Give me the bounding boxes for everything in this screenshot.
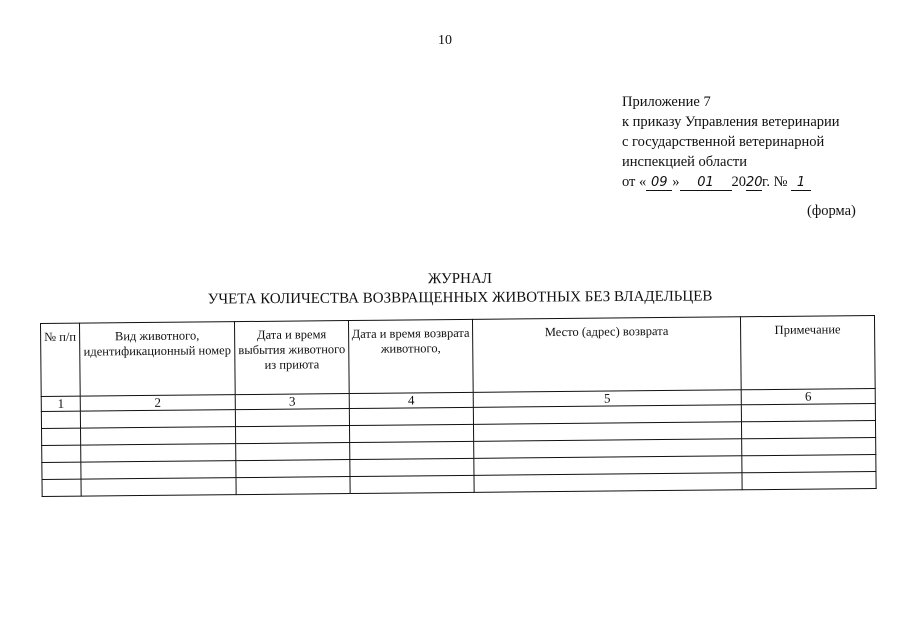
table-cell[interactable]	[350, 458, 474, 476]
table-cell[interactable]	[742, 471, 876, 489]
column-number: 5	[473, 390, 741, 408]
table-cell[interactable]	[81, 427, 236, 445]
table-cell[interactable]	[741, 420, 875, 438]
date-prefix: от «	[622, 174, 647, 190]
date-year: 20	[746, 175, 763, 190]
appendix-date-line	[622, 172, 840, 192]
table-cell[interactable]	[350, 441, 474, 459]
column-number: 2	[80, 395, 235, 411]
column-number: 3	[235, 394, 349, 410]
table-cell[interactable]	[236, 443, 350, 461]
table-cell[interactable]	[742, 454, 876, 472]
table-cell[interactable]	[349, 424, 473, 442]
header-departure-datetime: Дата и время выбытия животного из приюта	[234, 321, 349, 395]
table-cell[interactable]	[42, 462, 81, 479]
table-cell[interactable]	[81, 478, 236, 496]
table-cell[interactable]	[349, 407, 473, 425]
date-month: 01	[680, 176, 732, 191]
table-cell[interactable]	[41, 411, 80, 428]
title-line-1: ЖУРНАЛ	[427, 270, 493, 288]
journal-title	[120, 268, 800, 310]
date-suffix: г. №	[762, 174, 788, 190]
table-cell[interactable]	[350, 475, 474, 493]
date-year-prefix: 20	[731, 174, 747, 190]
appendix-line-4: инспекцией области	[622, 154, 748, 170]
table-cell[interactable]	[42, 428, 81, 445]
form-label: (форма)	[807, 203, 856, 219]
table-cell[interactable]	[80, 410, 235, 428]
column-number: 6	[741, 388, 875, 404]
appendix-line-2: к приказу Управления ветеринарии	[622, 114, 840, 130]
appendix-block	[622, 92, 840, 192]
document-number: 1	[791, 176, 811, 191]
header-number: № п/п	[41, 323, 81, 396]
title-line-2: УЧЕТА КОЛИЧЕСТВА ВОЗВРАЩЕННЫХ ЖИВОТНЫХ БЕЗ ВЛАДЕЛЬЦЕВ	[207, 288, 713, 308]
table-cell[interactable]	[236, 477, 350, 495]
table-cell[interactable]	[42, 445, 81, 462]
table-header-row	[41, 315, 876, 396]
journal-table-wrapper	[40, 315, 876, 497]
header-animal-type: Вид животного, идентификационный номер	[80, 322, 236, 396]
header-note: Примечание	[740, 315, 875, 389]
date-day: 09	[646, 176, 672, 191]
table-cell[interactable]	[81, 461, 236, 479]
appendix-line-3: с государственной ветеринарной	[622, 134, 825, 150]
table-cell[interactable]	[236, 426, 350, 444]
table-cell[interactable]	[741, 403, 875, 421]
table-cell[interactable]	[81, 444, 236, 462]
journal-table	[40, 315, 877, 497]
table-cell[interactable]	[236, 460, 350, 478]
header-return-datetime: Дата и время возврата животного,	[348, 319, 473, 393]
header-return-place: Место (адрес) возврата	[472, 317, 741, 393]
column-number: 4	[349, 392, 473, 408]
column-number: 1	[41, 396, 80, 411]
table-cell[interactable]	[742, 437, 876, 455]
table-cell[interactable]	[474, 473, 742, 493]
page-number: 10	[438, 33, 452, 48]
table-cell[interactable]	[235, 409, 349, 427]
date-quote-close: »	[672, 174, 680, 190]
appendix-line-1: Приложение 7	[622, 94, 711, 110]
table-cell[interactable]	[42, 479, 81, 496]
